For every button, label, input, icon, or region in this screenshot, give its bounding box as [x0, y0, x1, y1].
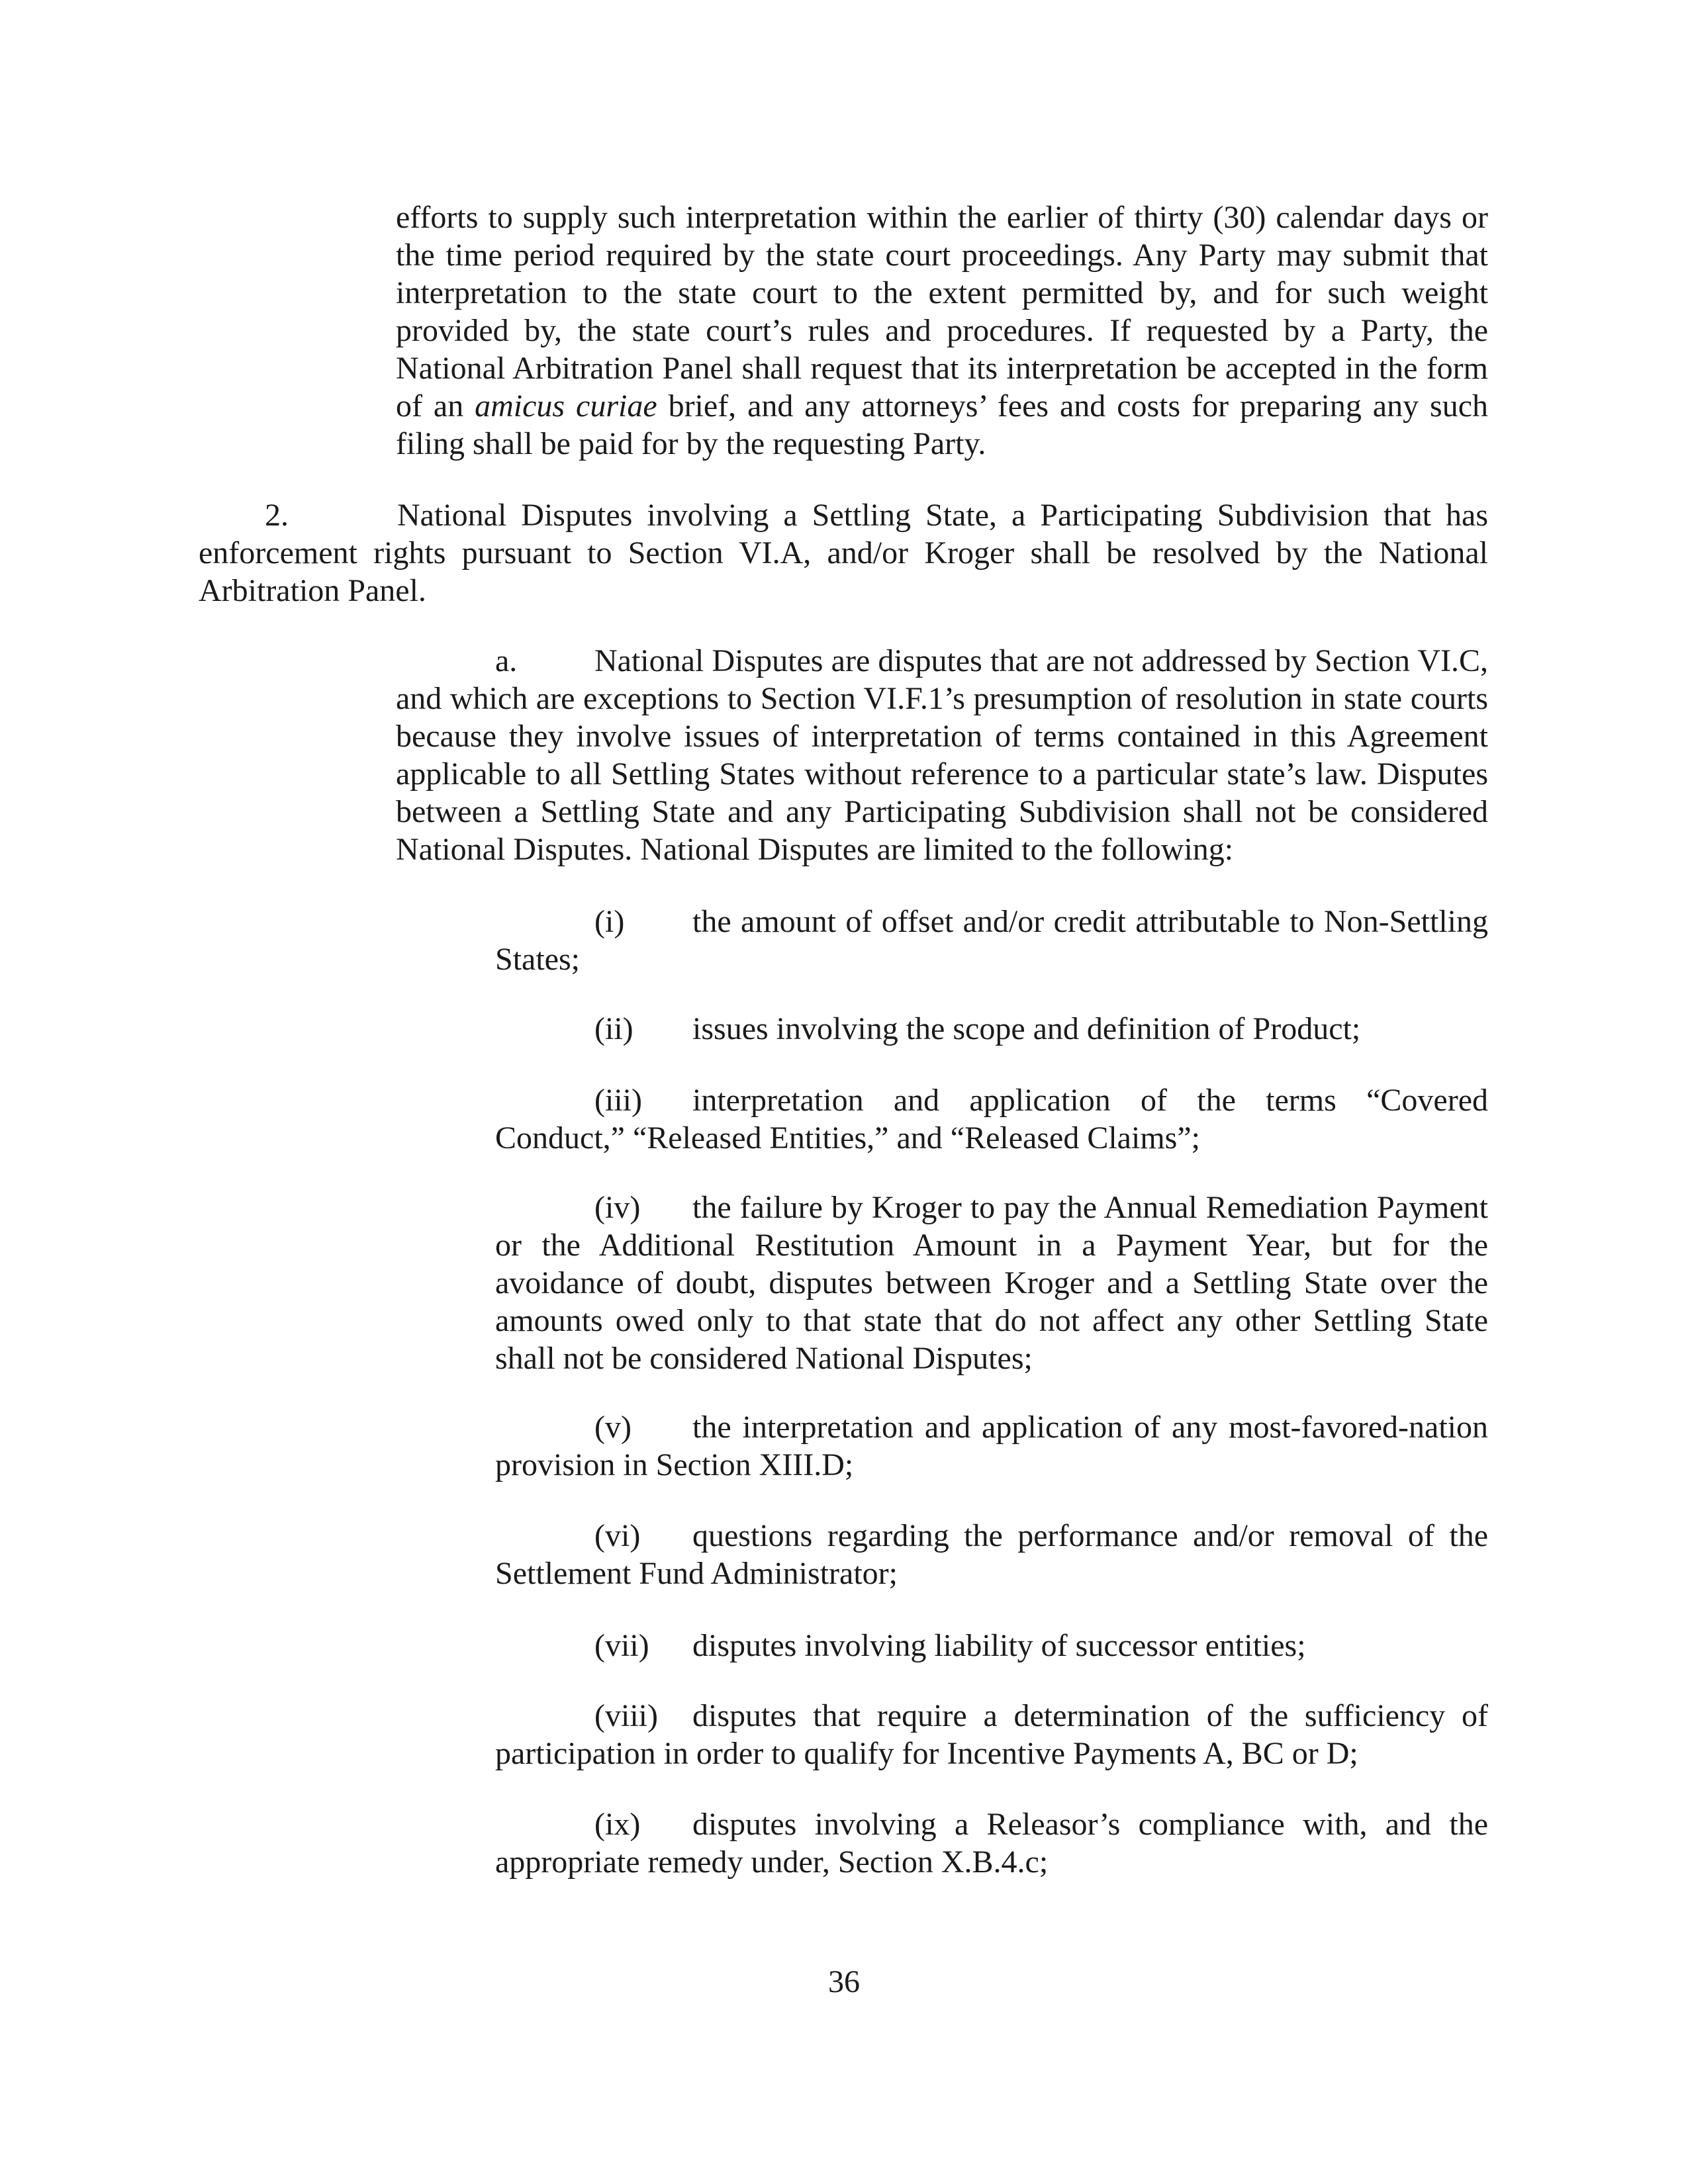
paragraph-2 — [199, 496, 1488, 610]
list-item-text: interpretation and application of the terms “Covered Conduct,” “Released Entities,” and “Released Claims”; — [495, 1083, 1488, 1156]
list-item-label: (iii) — [594, 1083, 642, 1118]
list-item-ii — [495, 1010, 1488, 1048]
list-item-text: the interpretation and application of any most-favored-nation provision in Section XIII.D; — [495, 1410, 1488, 1482]
list-item-indent — [495, 1698, 594, 1733]
list-item-text: questions regarding the performance and/or removal of the Settlement Fund Administrator; — [495, 1518, 1488, 1591]
list-item-iv — [495, 1189, 1488, 1377]
paragraph-2-number: 2. — [265, 498, 289, 533]
list-item-indent — [495, 1807, 594, 1842]
list-item-v — [495, 1408, 1488, 1484]
list-item-text: disputes involving a Releasor’s compliance with, and the appropriate remedy under, Section X.B.4.c; — [495, 1807, 1488, 1880]
list-item-indent — [495, 904, 594, 939]
list-item-indent — [495, 1518, 594, 1553]
list-item-label: (i) — [594, 904, 625, 939]
subparagraph-a-label: a. — [495, 643, 518, 678]
list-item-vi — [495, 1517, 1488, 1592]
list-item-text: issues involving the scope and definition of Product; — [692, 1011, 1361, 1046]
list-item-text: the failure by Kroger to pay the Annual Remediation Payment or the Additional Restitution Amount in a Payment Year, but for the avoidance of doubt, disputes between Kroger and a Settling State over the amounts owed only to that state that do not affect any other Settling State shall not be considered National Disputes; — [495, 1190, 1488, 1376]
list-item-label: (ix) — [594, 1807, 641, 1842]
paragraph-2-text: National Disputes involving a Settling State, a Participating Subdivision that has enforcement rights pursuant to Section VI.A, and/or Kroger shall be resolved by the National Arbitration Panel. — [199, 498, 1488, 608]
subparagraph-a-indent — [396, 643, 495, 678]
continuation-paragraph — [396, 199, 1488, 463]
list-item-indent — [495, 1011, 594, 1046]
list-item-vii — [495, 1627, 1488, 1664]
list-item-indent — [495, 1190, 594, 1225]
continuation-italic-text: amicus curiae — [475, 388, 657, 424]
list-item-label: (v) — [594, 1410, 632, 1445]
list-item-indent — [495, 1410, 594, 1445]
list-item-indent — [495, 1628, 594, 1663]
continuation-text-2: brief, and any attorneys’ fees and costs for preparing any such filing shall be paid for by the requesting Party. — [396, 388, 1489, 461]
page-number: 36 — [828, 1964, 860, 1999]
list-item-iii — [495, 1081, 1488, 1157]
list-item-text: the amount of offset and/or credit attributable to Non-Settling States; — [495, 904, 1488, 977]
list-item-i — [495, 903, 1488, 978]
subparagraph-a — [396, 642, 1488, 868]
list-item-label: (viii) — [594, 1698, 658, 1733]
list-item-indent — [495, 1083, 594, 1118]
list-item-ix — [495, 1805, 1488, 1881]
list-item-label: (vi) — [594, 1518, 641, 1553]
list-item-viii — [495, 1697, 1488, 1772]
continuation-text-1: efforts to supply such interpretation within the earlier of thirty (30) calendar days or the time period required by the state court proceedings. Any Party may submit that interpretation to the state court to the extent permitted by, and for such weight provided by, the state court’s rules and procedures. If requested by a Party, the National Arbitration Panel shall request that its interpretation be accepted in the form of an — [396, 200, 1488, 424]
list-item-label: (ii) — [594, 1011, 633, 1046]
subparagraph-a-text: National Disputes are disputes that are not addressed by Section VI.C, and which are exceptions to Section VI.F.1’s presumption of resolution in state courts because they involve issues of interpretation of terms contained in this Agreement applicable to all Settling States without reference to a particular state’s law. Disputes between a Settling State and any Participating Subdivision shall not be considered National Disputes. National Disputes are limited to the following: — [396, 643, 1488, 867]
list-item-label: (iv) — [594, 1190, 641, 1225]
list-item-label: (vii) — [594, 1628, 649, 1663]
list-item-text: disputes involving liability of successor entities; — [692, 1628, 1306, 1663]
list-item-text: disputes that require a determination of the sufficiency of participation in order to qualify for Incentive Payments A, BC or D; — [495, 1698, 1488, 1771]
